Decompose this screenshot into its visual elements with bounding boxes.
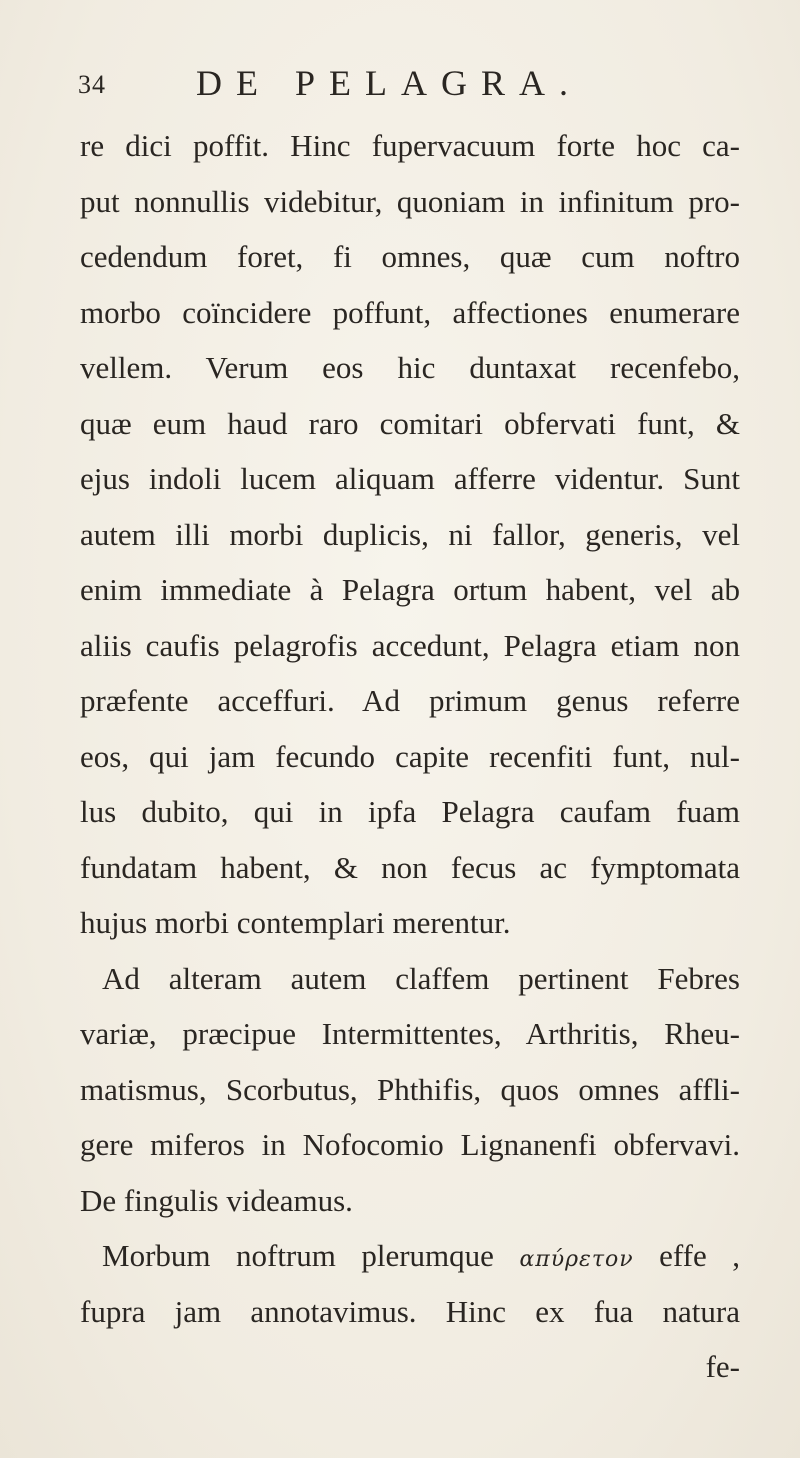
text-line: re dici poffit. Hinc fupervacuum forte hoc ca- <box>80 128 740 163</box>
text-line: variæ, præcipue Intermittentes, Arthritis, Rheu- <box>80 1016 740 1051</box>
text-line: præfente acceffuri. Ad primum genus referre <box>80 683 740 718</box>
paragraph-continuation: effe , <box>659 1238 741 1273</box>
text-line: eos, qui jam fecundo capite recenfiti funt, nul- <box>80 738 740 774</box>
text-line: ejus indoli lucem aliquam afferre videntur. Sunt <box>80 461 740 496</box>
text-line: autem illi morbi duplicis, ni fallor, generis, vel <box>80 516 740 552</box>
text-line: fundatam habent, & non fecus ac fymptomata <box>80 849 740 885</box>
catchword: fe- <box>705 1349 740 1384</box>
text-line: enim immediate à Pelagra ortum habent, vel ab <box>80 572 740 607</box>
page-header <box>78 62 738 102</box>
text-line: quæ eum haud raro comitari obfervati funt, & <box>80 405 740 441</box>
running-title: DE PELAGRA. <box>196 63 582 103</box>
text-line: put nonnullis videbitur, quoniam in infinitum pro- <box>80 183 740 219</box>
body-text <box>80 118 740 1395</box>
text-line: gere miferos in Nofocomio Lignanenfi obfervavi. <box>80 1127 740 1162</box>
text-line: lus dubito, qui in ipfa Pelagra caufam fuam <box>80 794 740 829</box>
page-number: 34 <box>78 70 106 99</box>
greek-word: απύρετον <box>519 1247 634 1272</box>
text-line: fupra jam annotavimus. Hinc ex fua natura <box>80 1293 740 1329</box>
text-line: aliis caufis pelagrofis accedunt, Pelagra etiam non <box>80 627 740 663</box>
text-line-with-greek <box>80 1228 740 1284</box>
text-line: cedendum foret, fi omnes, quæ cum noftro <box>80 239 740 274</box>
text-line: morbo coïncidere poffunt, affectiones enumerare <box>80 294 740 330</box>
text-line: hujus morbi contemplari merentur. <box>80 905 511 940</box>
text-line: matismus, Scorbutus, Phthifis, quos omnes affli- <box>80 1071 740 1107</box>
text-line: Ad alteram autem claffem pertinent Febres <box>102 960 740 996</box>
text-line: De fingulis videamus. <box>80 1182 353 1218</box>
text-line: vellem. Verum eos hic duntaxat recenfebo, <box>80 350 740 385</box>
paragraph-start: Morbum noftrum plerumque <box>102 1238 494 1273</box>
